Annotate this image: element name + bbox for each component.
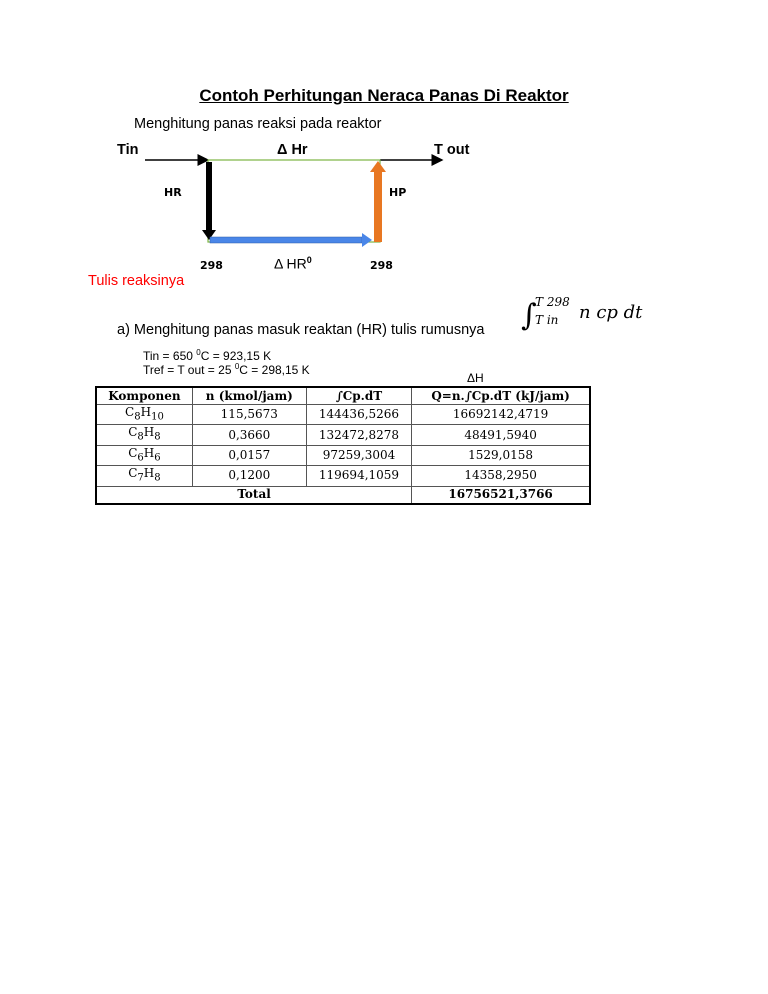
komponen-cell: $C_6H_6$ — [96, 445, 192, 465]
table-header-row — [96, 387, 590, 405]
col-q: Q=n.∫Cp.dT (kJ/jam) — [412, 387, 590, 405]
delta-h-label: ΔH — [467, 371, 484, 385]
tin-label: Tin — [117, 142, 139, 158]
col-n: n (kmol/jam) — [192, 387, 306, 405]
col-cpdt: ∫Cp.dT — [306, 387, 411, 405]
komponen-cell: $C_8H_{10}$ — [96, 405, 192, 425]
temp-298-right: 298 — [370, 259, 393, 272]
q-cell: 16692142,4719 — [412, 405, 590, 425]
tout-label: T out — [434, 142, 470, 158]
total-label: Total — [96, 486, 412, 504]
n-cell: 0,1200 — [192, 466, 306, 486]
cpdt-cell: 97259,3004 — [306, 445, 411, 465]
q-cell: 14358,2950 — [412, 466, 590, 486]
hr-arrow-shaft — [206, 162, 212, 230]
hp-arrow-shaft — [374, 172, 382, 242]
komponen-cell: $C_7H_8$ — [96, 466, 192, 486]
table-row — [96, 466, 590, 486]
n-cell: 0,0157 — [192, 445, 306, 465]
item-a-text: a) Menghitung panas masuk reaktan (HR) tulis rumusnya — [117, 322, 485, 338]
tin-condition: Tin = 650 $^0$C = 923,15 K — [143, 348, 272, 363]
write-reaction-note: Tulis reaksinya — [88, 273, 185, 289]
table-total-row — [96, 486, 590, 504]
q-cell: 48491,5940 — [412, 425, 590, 445]
delta-hr-label: Δ Hr — [277, 142, 308, 158]
table-row — [96, 425, 590, 445]
table-row — [96, 405, 590, 425]
cpdt-cell: 119694,1059 — [306, 466, 411, 486]
delta-hr0-label: Δ $HR^0$ — [274, 255, 312, 272]
page-title: Contoh Perhitungan Neraca Panas Di Reaktor — [199, 86, 569, 105]
temp-298-left: 298 — [200, 259, 223, 272]
process-frame — [208, 160, 380, 242]
integral-lower-limit: T in — [535, 313, 559, 327]
table-row — [96, 445, 590, 465]
integral-upper-limit: T 298 — [535, 295, 570, 309]
tref-condition: Tref = T out = 25 $^0$C = 298,15 K — [143, 362, 310, 377]
integral-sign: ∫ — [521, 298, 537, 333]
n-cell: 115,5673 — [192, 405, 306, 425]
hp-arrow-head — [370, 161, 386, 172]
hr-label: HR — [164, 186, 182, 199]
integral-expression: n cp dt — [579, 302, 643, 323]
komponen-cell: $C_8H_8$ — [96, 425, 192, 445]
subtitle: Menghitung panas reaksi pada reaktor — [134, 116, 382, 132]
cpdt-cell: 144436,5266 — [306, 405, 411, 425]
base-arrow-shaft — [210, 237, 362, 243]
q-cell: 1529,0158 — [412, 445, 590, 465]
cpdt-cell: 132472,8278 — [306, 425, 411, 445]
base-arrow-head — [362, 233, 372, 247]
total-value: 16756521,3766 — [412, 486, 590, 504]
col-komponen: Komponen — [96, 387, 192, 405]
heat-table — [95, 386, 591, 505]
hp-label: HP — [389, 186, 407, 199]
n-cell: 0,3660 — [192, 425, 306, 445]
